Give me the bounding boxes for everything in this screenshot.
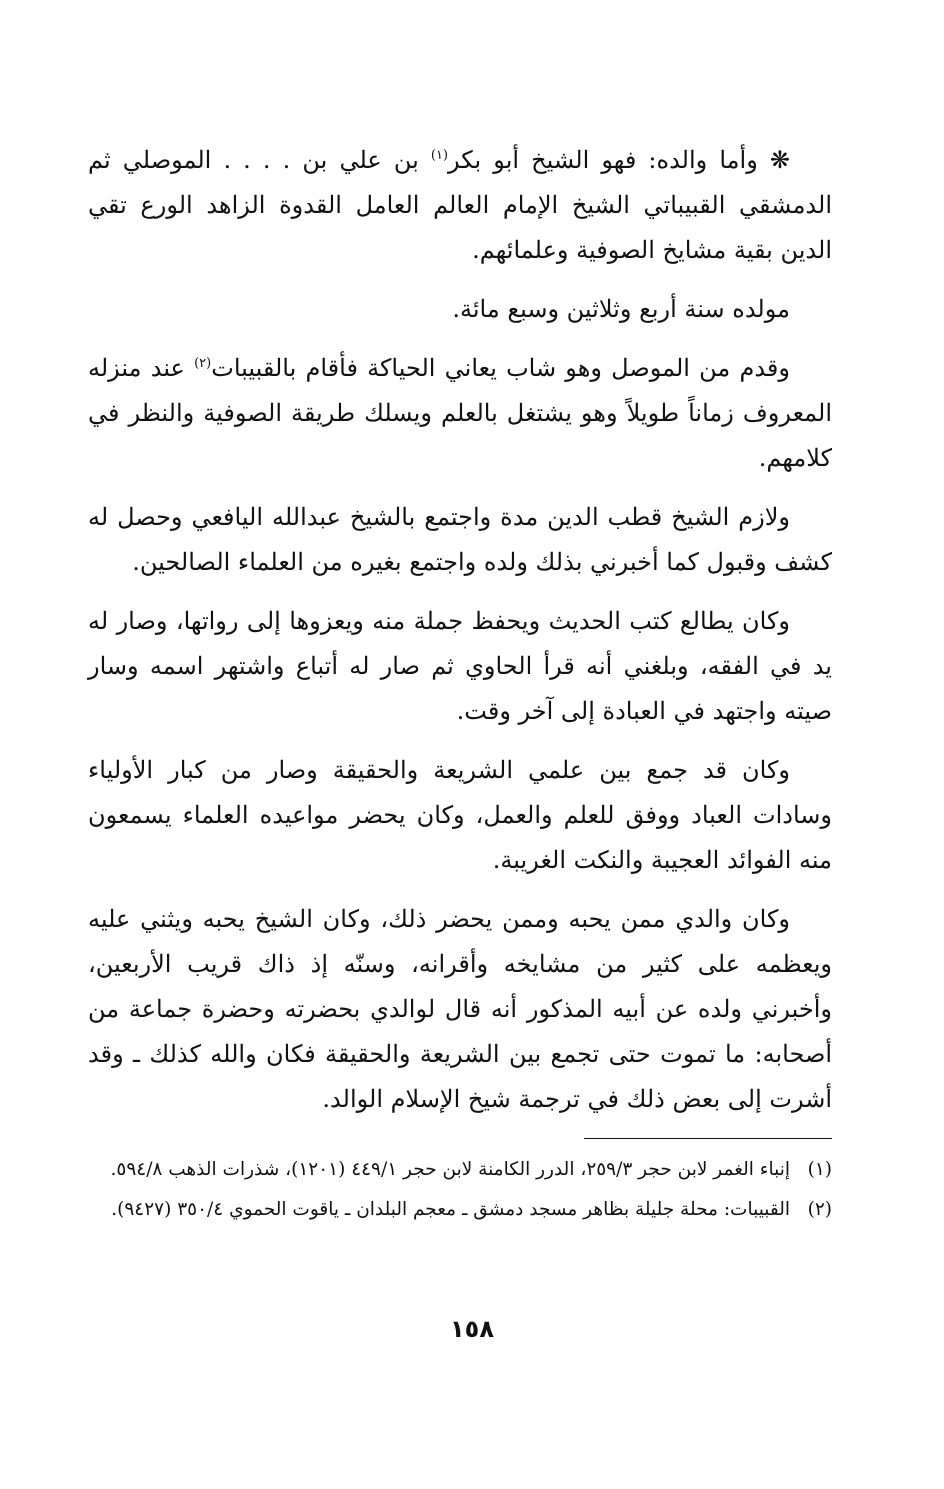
paragraph-birth	[88, 287, 832, 332]
paragraph-text: بن علي بن . . . . الموصلي ثم الدمشقي القبيباتي الشيخ الإمام العالم العامل القدوة الزاهد الورع تقي الدين بقية مشايخ الصوفية وعلمائهم.	[88, 146, 832, 264]
footnote-2	[88, 1193, 832, 1226]
footnote-divider	[584, 1138, 832, 1139]
footnote-ref-1: (١)	[430, 148, 449, 163]
footnotes	[88, 1153, 832, 1233]
footnote-number: (٢)	[807, 1199, 832, 1220]
paragraph-text: وكان والدي ممن يحبه وممن يحضر ذلك، وكان الشيخ يحبه ويثني عليه ويعظمه على كثير من مشايخه وأقرانه، وسنّه إذ ذاك قريب الأربعين، وأخبرني ولده عن أبيه المذكور أنه قال لوالدي بحضرته وحضرة جماعة من أصحابه: ما تموت حتى تجمع بين الشريعة والحقيقة فكان والله كذلك ـ وقد أشرت إلى بعض ذلك في ترجمة شيخ الإسلام الوالد.	[88, 905, 832, 1113]
paragraph-text: مولده سنة أربع وثلاثين وسبع مائة.	[452, 295, 790, 323]
page-number: ١٥٨	[450, 1315, 494, 1343]
paragraph-arrival	[88, 346, 832, 481]
footnote-number: (١)	[807, 1159, 832, 1180]
paragraph-father-intro	[88, 138, 832, 273]
main-text	[88, 138, 832, 1136]
paragraph-study	[88, 599, 832, 734]
footnote-1	[88, 1153, 832, 1186]
paragraph-text: وكان قد جمع بين علمي الشريعة والحقيقة وصار من كبار الأولياء وسادات العباد ووفق للعلم والعمل، وكان يحضر مواعيده العلماء يسمعون منه الفوائد العجيبة والنكت الغريبة.	[88, 756, 832, 874]
paragraph-knowledge	[88, 748, 832, 883]
footnote-text: إنباء الغمر لابن حجر ٢٥٩/٣، الدرر الكامنة لابن حجر ٤٤٩/١ (١٢٠١)، شذرات الذهب ٥٩٤/٨.	[110, 1159, 790, 1180]
paragraph-text: ❋ وأما والده: فهو الشيخ أبو بكر	[448, 146, 790, 174]
footnote-text: القبيبات: محلة جليلة بظاهر مسجد دمشق ـ معجم البلدان ـ ياقوت الحموي ٣٥٠/٤ (٩٤٢٧).	[111, 1199, 790, 1220]
paragraph-relationship	[88, 897, 832, 1122]
paragraph-text: وقدم من الموصل وهو شاب يعاني الحياكة فأقام بالقبيبات	[211, 354, 790, 382]
paragraph-text: وكان يطالع كتب الحديث ويحفظ جملة منه ويعزوها إلى رواتها، وصار له يد في الفقه، وبلغني أنه قرأ الحاوي ثم صار له أتباع واشتهر اسمه وسار صيته واجتهد في العبادة إلى آخر وقت.	[88, 607, 832, 725]
footnote-ref-2: (٢)	[194, 356, 212, 371]
paragraph-text: عند منزله المعروف زماناً طويلاً وهو يشتغل بالعلم ويسلك طريقة الصوفية والنظر في كلامهم.	[88, 354, 832, 472]
paragraph-companionship	[88, 495, 832, 585]
paragraph-text: ولازم الشيخ قطب الدين مدة واجتمع بالشيخ عبدالله اليافعي وحصل له كشف وقبول كما أخبرني بذلك ولده واجتمع بغيره من العلماء الصالحين.	[88, 503, 832, 576]
